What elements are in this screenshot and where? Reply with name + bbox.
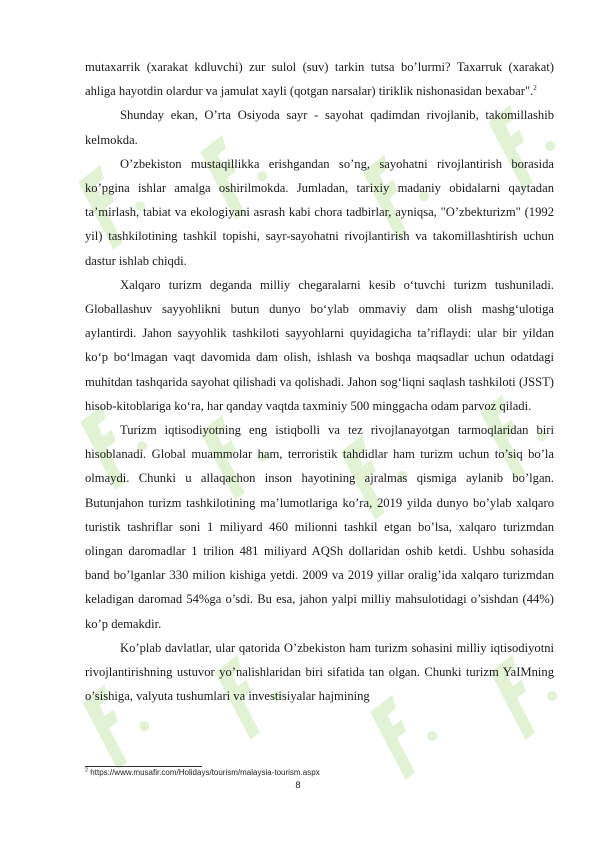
- paragraph: Turizm iqtisodiyotning eng istiqbolli va tez rivojlanayotgan tarmoqlaridan biri hisoblanadi. Global muammolar ham, terroristik tahdidlar ham turizm uchun to’siq bo’la olmaydi. Chunki u allaqachon inson hayotining ajralmas qismiga aylanib bo’lgan. Butunjahon turizm tashkilotining ma’lumotlariga ko’ra, 2019 yilda dunyo bo’ylab xalqaro turistik tashriflar soni 1 miliyard 460 milionni tashkil etgan bo’lsa, xalqaro turizmdan olingan daromadlar 1 trilion 481 miliyard AQSh dollaridan oshib ketdi. Ushbu sohasida band bo’lganlar 330 milion kishiga yetdi. 2009 va 2019 yillar oralig’ida xalqaro turizmdan keladigan daromad 54%ga o’sdi. Bu esa, jahon yalpi milliy mahsulotidagi o’sishdan (44%) ko’p demakdir.: [85, 423, 554, 631]
- paragraph: Ko’plab davlatlar, ular qatorida O’zbekiston ham turizm sohasini milliy iqtisodiyotni rivojlantirishning ustuvor yo’nalishlaridan biri sifatida tan olgan. Chunki turizm YaIMning o’sishiga, valyuta tushumlari va investisiyalar hajmining: [85, 640, 554, 704]
- footnote-marker: 2: [85, 767, 89, 774]
- paragraph: O’zbekiston mustaqillikka erishgandan so’ng, sayohatni rivojlantirish borasida ko’pgina ishlar amalga oshirilmokda. Jumladan, tarixiy madaniy obidalarni qaytadan ta’mirlash, tabiat va ekologiyani asrash kabi chora tadbirlar, ayniqsa, "O’zbekturizm" (1992 yil) tashkilotining tashkil topishi, sayr-sayohatni rivojlantirish va takomillashtirish uchun dastur ishlab chiqdi.: [85, 156, 554, 268]
- footnote-divider: [85, 766, 202, 767]
- paragraph: Shunday ekan, O’rta Osiyoda sayr - sayohat qadimdan rivojlanib, takomillashib kelmokda.: [85, 108, 554, 147]
- paragraph: Xalqaro turizm deganda milliy chegaralarni kesib o‘tuvchi turizm tushuniladi. Globallashuv sayyohlikni butun dunyo bo‘ylab ommaviy dam olish mashg‘ulotiga aylantirdi. Jahon sayyohlik tashkiloti sayyohlarni quyidagicha ta’riflaydi: ular bir yildan ko‘p bo‘lmagan vaqt davomida dam olish, ishlash va boshqa maqsadlar uchun odatdagi muhitdan tashqarida sayohat qilishadi va qolishadi. Jahon sog‘liqni saqlash tashkiloti (JSST) hisob-kitoblariga ko‘ra, har qanday vaqtda taxminiy 500 minggacha odam parvoz qiladi.: [85, 277, 554, 413]
- paragraph-continuation: [85, 55, 554, 103]
- body-text: [85, 55, 554, 708]
- footnote-link[interactable]: https://www.musafir.com/Holidays/tourism/malaysia-tourism.aspx: [90, 768, 320, 777]
- paragraph-text: mutaxarrik (xarakat kdluvchi) zur sulol (suv) tarkin tutsa bo’lurmi? Taxarruk (xarakat) ahliga hayotdin olardur va jamulat xayli (qotgan narsalar) tiriklik nishonasidan bexabar".: [85, 60, 554, 99]
- footnote: [85, 768, 554, 777]
- footnote-reference[interactable]: 2: [533, 84, 537, 93]
- page-number: 8: [295, 780, 301, 791]
